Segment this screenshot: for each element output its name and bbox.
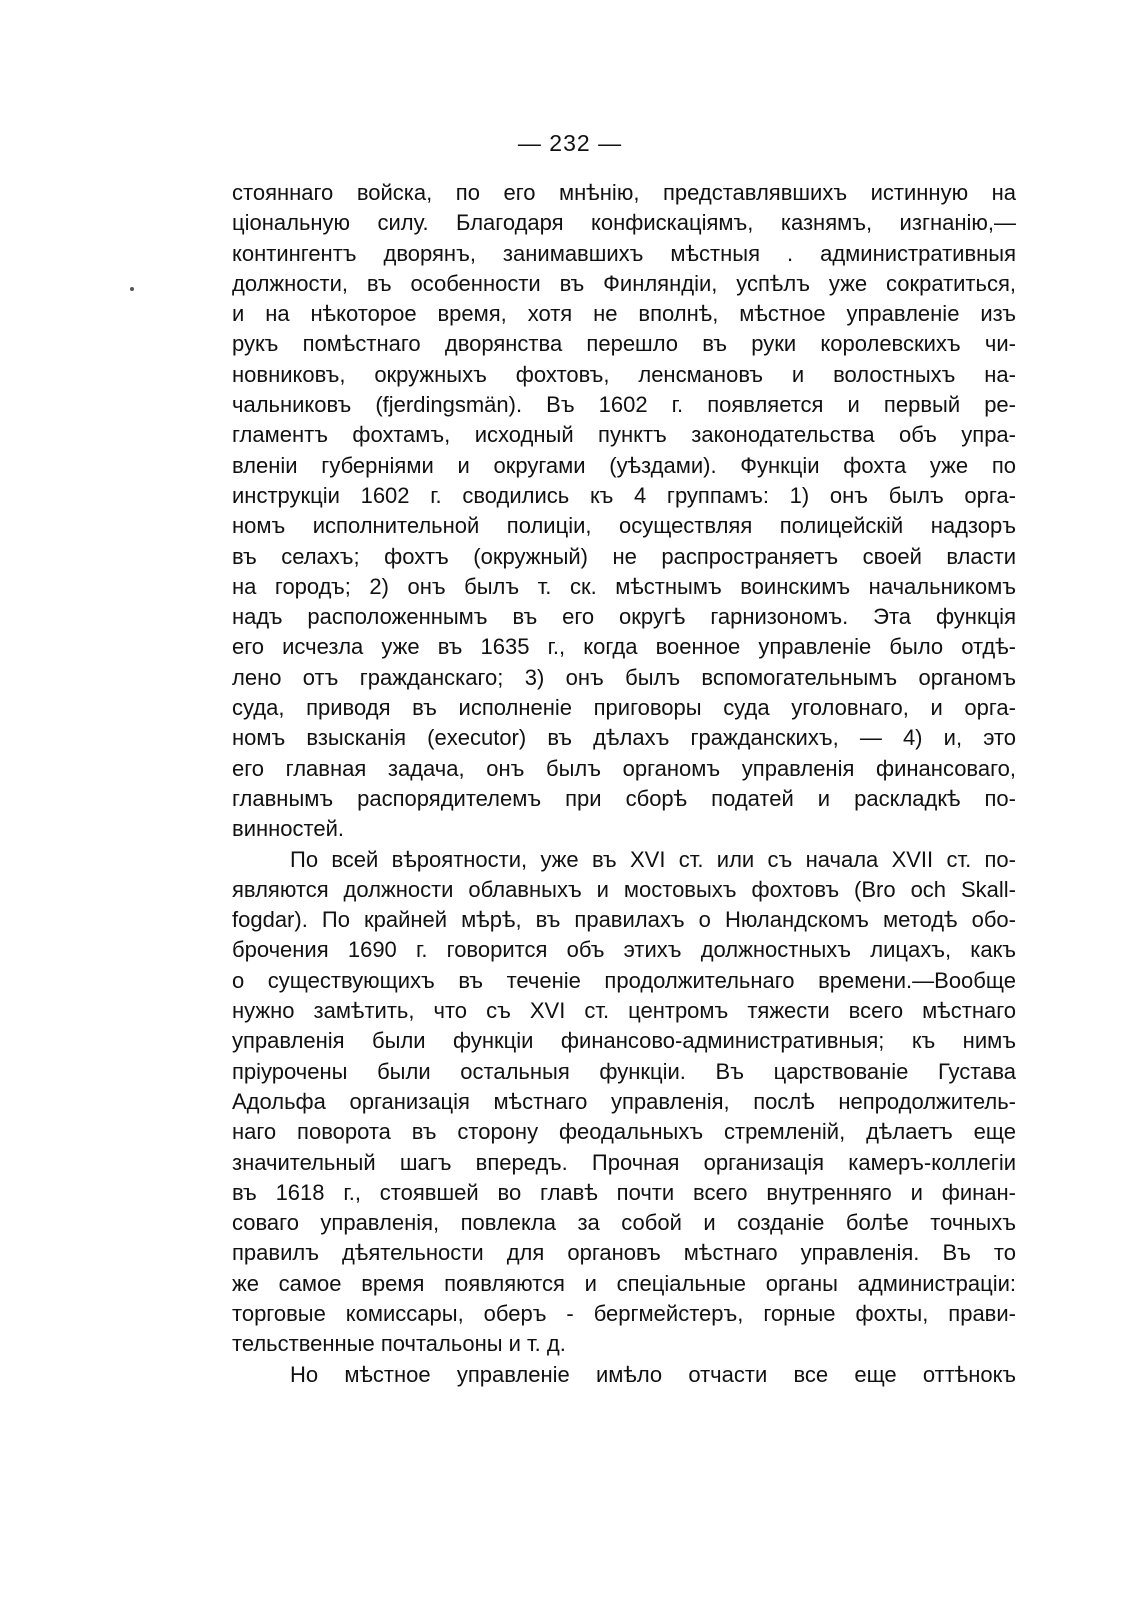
text-line: на городъ; 2) онъ былъ т. ск. мѣстнымъ воинскимъ начальникомъ	[232, 573, 1016, 599]
text-line: Адольфа организація мѣстнаго управленія, послѣ непродолжитель-	[232, 1088, 1016, 1114]
text-line: нужно замѣтить, что съ XVI ст. центромъ тяжести всего мѣстнаго	[232, 998, 1016, 1024]
text-body	[232, 178, 1016, 1390]
page-number-header: — 232 —	[517, 130, 623, 156]
text-line: наго поворота въ сторону феодальныхъ стремленій, дѣлаетъ еще	[232, 1119, 1016, 1145]
text-line: о существующихъ въ теченіе продолжительнаго времени.—Вообще	[232, 967, 1016, 993]
text-line: должности, въ особенности въ Финляндіи, успѣлъ уже сократиться,	[232, 270, 1016, 296]
text-line: управленія были функціи финансово-административныя; къ нимъ	[232, 1028, 1016, 1054]
text-line: его главная задача, онъ былъ органомъ управленія финансоваго,	[232, 755, 1016, 781]
text-line: брочения 1690 г. говорится объ этихъ должностныхъ лицахъ, какъ	[232, 937, 1016, 963]
text-line: гламентъ фохтамъ, исходный пунктъ законодательства объ упра-	[232, 422, 1016, 448]
text-line: инструкціи 1602 г. сводились къ 4 группамъ: 1) онъ былъ орга-	[232, 482, 1016, 508]
text-line: суда, приводя въ исполненіе приговоры суда уголовнаго, и орга-	[232, 695, 1016, 721]
text-line: соваго управленія, повлекла за собой и созданіе болѣе точныхъ	[232, 1210, 1016, 1236]
text-line: По всей вѣроятности, уже въ XVI ст. или съ начала XVII ст. по-	[290, 846, 1016, 872]
text-line: его исчезла уже въ 1635 г., когда военное управленіе было отдѣ-	[232, 634, 1016, 660]
text-line: чальниковъ (fjerdingsmän). Въ 1602 г. появляется и первый ре-	[232, 392, 1016, 418]
text-line: новниковъ, окружныхъ фохтовъ, ленсмановъ и волостныхъ на-	[232, 361, 1016, 387]
text-line: являются должности облавныхъ и мостовыхъ фохтовъ (Bro och Skall-	[232, 876, 1016, 902]
text-line: тельственные почтальоны и т. д.	[232, 1331, 566, 1357]
text-line: номъ исполнительной полиціи, осуществляя полицейскій надзоръ	[232, 513, 1016, 539]
text-line: стояннаго войска, по его мнѣнію, представлявшихъ истинную на	[232, 180, 1016, 205]
text-line: контингентъ дворянъ, занимавшихъ мѣстныя . административныя	[232, 240, 1016, 266]
text-line: торговые комиссары, оберъ - бергмейстеръ, горные фохты, прави-	[232, 1300, 1016, 1326]
text-line: значительный шагъ впередъ. Прочная организація камеръ-коллегіи	[232, 1149, 1016, 1175]
text-line: въ селахъ; фохтъ (окружный) не распространяетъ своей власти	[232, 543, 1016, 569]
text-line: главнымъ распорядителемъ при сборѣ податей и раскладкѣ по-	[232, 785, 1016, 811]
text-line: винностей.	[232, 816, 344, 842]
text-line: въ 1618 г., стоявшей во главѣ почти всего внутренняго и финан-	[232, 1179, 1016, 1205]
text-line: Но мѣстное управленіе имѣло отчасти все еще оттѣнокъ	[290, 1361, 1016, 1387]
text-line: лено отъ гражданскаго; 3) онъ былъ вспомогательнымъ органомъ	[232, 664, 1016, 690]
text-line: и на нѣкоторое время, хотя не вполнѣ, мѣстное управленіе изъ	[232, 301, 1016, 327]
text-line: номъ взысканія (executor) въ дѣлахъ гражданскихъ, — 4) и, это	[232, 725, 1016, 751]
text-line: ціональную силу. Благодаря конфискаціямъ, казнямъ, изгнанію,—	[232, 210, 1016, 236]
text-line: пріурочены были остальныя функціи. Въ царствованіе Густава	[232, 1058, 1016, 1084]
text-line: надъ расположеннымъ въ его округѣ гарнизономъ. Эта функція	[232, 604, 1016, 630]
text-line: fogdar). По крайней мѣрѣ, въ правилахъ о Нюландскомъ методѣ обо-	[232, 907, 1016, 933]
text-line: же самое время появляются и спеціальные органы администраціи:	[232, 1270, 1016, 1296]
margin-mark	[130, 287, 134, 291]
text-line: рукъ помѣстнаго дворянства перешло въ руки королевскихъ чи-	[232, 331, 1016, 357]
text-line: вленіи губерніями и округами (уѣздами). Функціи фохта уже по	[232, 452, 1016, 478]
text-line: правилъ дѣятельности для органовъ мѣстнаго управленія. Въ то	[232, 1240, 1016, 1266]
